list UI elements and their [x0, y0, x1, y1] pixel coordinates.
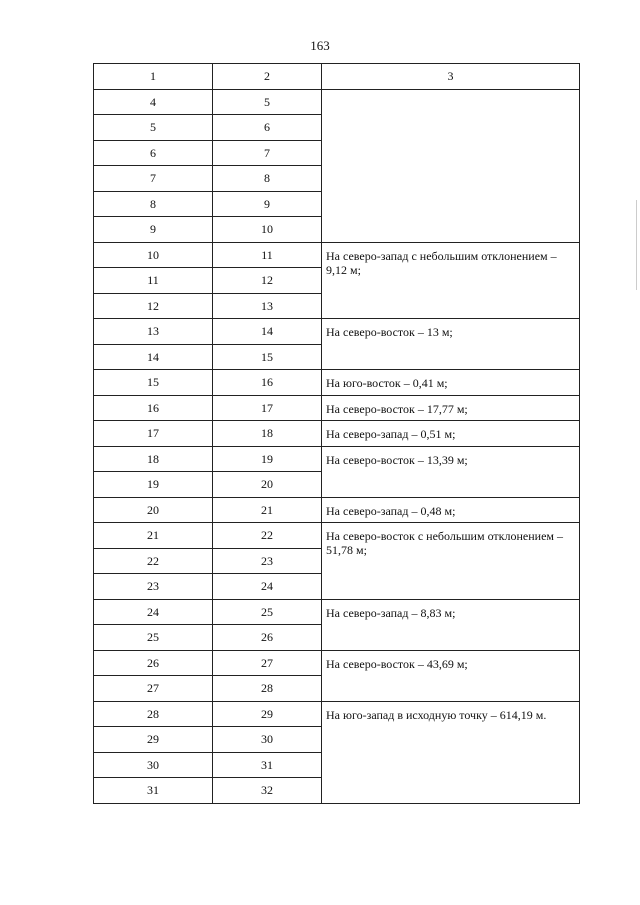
from-point: 21 [94, 523, 213, 549]
table-row [94, 497, 580, 523]
from-point: 11 [94, 268, 213, 294]
scan-edge-mark [636, 200, 637, 290]
direction-cell: На северо-запад – 0,48 м; [322, 497, 580, 523]
to-point: 17 [213, 395, 322, 421]
boundary-table [93, 63, 580, 804]
from-point: 19 [94, 472, 213, 498]
column-header: 3 [322, 64, 580, 90]
from-point: 6 [94, 140, 213, 166]
from-point: 20 [94, 497, 213, 523]
table-row [94, 242, 580, 268]
to-point: 19 [213, 446, 322, 472]
from-point: 17 [94, 421, 213, 447]
column-header: 2 [213, 64, 322, 90]
direction-cell [322, 89, 580, 242]
from-point: 4 [94, 89, 213, 115]
to-point: 29 [213, 701, 322, 727]
page-number: 163 [310, 38, 330, 53]
from-point: 7 [94, 166, 213, 192]
to-point: 12 [213, 268, 322, 294]
table-row [94, 446, 580, 472]
to-point: 5 [213, 89, 322, 115]
to-point: 18 [213, 421, 322, 447]
from-point: 5 [94, 115, 213, 141]
from-point: 30 [94, 752, 213, 778]
from-point: 25 [94, 625, 213, 651]
from-point: 22 [94, 548, 213, 574]
to-point: 31 [213, 752, 322, 778]
to-point: 27 [213, 650, 322, 676]
direction-cell: На юго-восток – 0,41 м; [322, 370, 580, 396]
to-point: 7 [213, 140, 322, 166]
table-row [94, 650, 580, 676]
table-row [94, 701, 580, 727]
to-point: 14 [213, 319, 322, 345]
to-point: 10 [213, 217, 322, 243]
from-point: 27 [94, 676, 213, 702]
from-point: 26 [94, 650, 213, 676]
to-point: 28 [213, 676, 322, 702]
direction-cell: На северо-восток – 13,39 м; [322, 446, 580, 497]
from-point: 23 [94, 574, 213, 600]
from-point: 10 [94, 242, 213, 268]
direction-cell: На северо-восток – 43,69 м; [322, 650, 580, 701]
column-header: 1 [94, 64, 213, 90]
to-point: 30 [213, 727, 322, 753]
from-point: 16 [94, 395, 213, 421]
direction-cell: На северо-запад – 0,51 м; [322, 421, 580, 447]
to-point: 32 [213, 778, 322, 804]
table-row [94, 523, 580, 549]
to-point: 8 [213, 166, 322, 192]
to-point: 22 [213, 523, 322, 549]
from-point: 13 [94, 319, 213, 345]
table-row [94, 421, 580, 447]
to-point: 13 [213, 293, 322, 319]
table-row [94, 319, 580, 345]
to-point: 6 [213, 115, 322, 141]
from-point: 8 [94, 191, 213, 217]
from-point: 15 [94, 370, 213, 396]
from-point: 24 [94, 599, 213, 625]
table-header-row [94, 64, 580, 90]
from-point: 9 [94, 217, 213, 243]
to-point: 16 [213, 370, 322, 396]
to-point: 9 [213, 191, 322, 217]
to-point: 15 [213, 344, 322, 370]
to-point: 23 [213, 548, 322, 574]
from-point: 18 [94, 446, 213, 472]
direction-cell: На северо-запад с небольшим отклонением – 9,12 м; [322, 242, 580, 319]
from-point: 14 [94, 344, 213, 370]
direction-cell: На северо-восток с небольшим отклонением – 51,78 м; [322, 523, 580, 600]
direction-cell: На северо-восток – 13 м; [322, 319, 580, 370]
direction-cell: На северо-запад – 8,83 м; [322, 599, 580, 650]
to-point: 26 [213, 625, 322, 651]
from-point: 28 [94, 701, 213, 727]
to-point: 20 [213, 472, 322, 498]
to-point: 11 [213, 242, 322, 268]
from-point: 12 [94, 293, 213, 319]
direction-cell: На юго-запад в исходную точку – 614,19 м. [322, 701, 580, 803]
table-row [94, 370, 580, 396]
direction-cell: На северо-восток – 17,77 м; [322, 395, 580, 421]
to-point: 25 [213, 599, 322, 625]
from-point: 31 [94, 778, 213, 804]
to-point: 21 [213, 497, 322, 523]
table-row [94, 89, 580, 115]
table-row [94, 395, 580, 421]
to-point: 24 [213, 574, 322, 600]
from-point: 29 [94, 727, 213, 753]
table-row [94, 599, 580, 625]
